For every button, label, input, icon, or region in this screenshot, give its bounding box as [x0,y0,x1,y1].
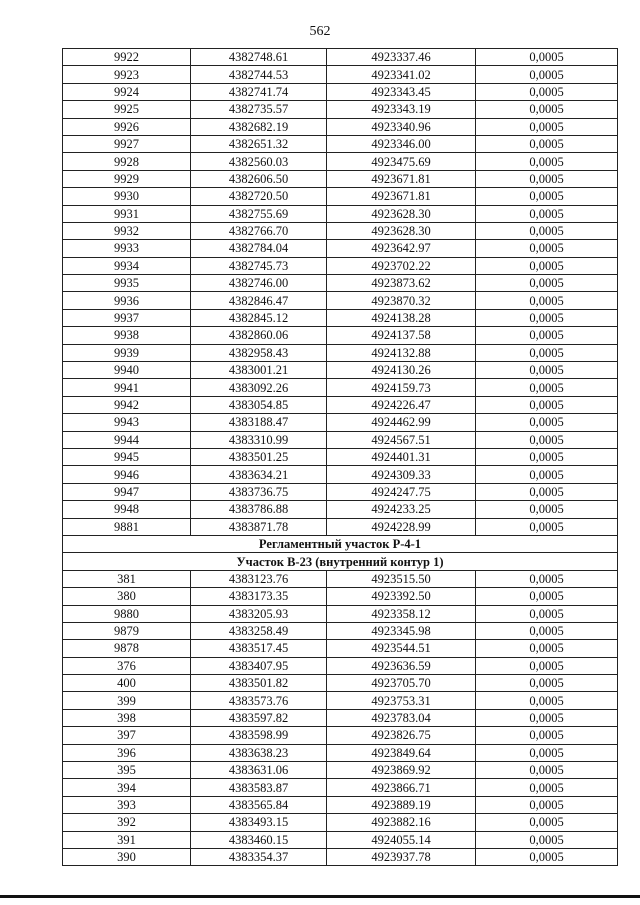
x-coordinate-cell: 4382748.61 [191,49,327,66]
y-coordinate-cell: 4923515.50 [327,570,476,587]
point-number-cell: 376 [63,657,191,674]
point-number-cell: 9879 [63,622,191,639]
point-number-cell: 9932 [63,222,191,239]
y-coordinate-cell: 4924132.88 [327,344,476,361]
y-coordinate-cell: 4924462.99 [327,414,476,431]
table-row [63,501,618,518]
x-coordinate-cell: 4382560.03 [191,153,327,170]
x-coordinate-cell: 4382651.32 [191,135,327,152]
point-number-cell: 9941 [63,379,191,396]
y-coordinate-cell: 4924138.28 [327,309,476,326]
table-row [63,83,618,100]
point-number-cell: 9881 [63,518,191,535]
point-number-cell: 9939 [63,344,191,361]
x-coordinate-cell: 4383573.76 [191,692,327,709]
table-row [63,796,618,813]
x-coordinate-cell: 4383597.82 [191,709,327,726]
y-coordinate-cell: 4923702.22 [327,257,476,274]
error-cell: 0,0005 [476,101,618,118]
error-cell: 0,0005 [476,275,618,292]
error-cell: 0,0005 [476,675,618,692]
y-coordinate-cell: 4924567.51 [327,431,476,448]
x-coordinate-cell: 4383205.93 [191,605,327,622]
error-cell: 0,0005 [476,640,618,657]
table-row [63,101,618,118]
point-number-cell: 9945 [63,448,191,465]
table-row [63,675,618,692]
table-row [63,466,618,483]
y-coordinate-cell: 4923870.32 [327,292,476,309]
x-coordinate-cell: 4383631.06 [191,762,327,779]
y-coordinate-cell: 4923341.02 [327,66,476,83]
x-coordinate-cell: 4382958.43 [191,344,327,361]
x-coordinate-cell: 4383517.45 [191,640,327,657]
error-cell: 0,0005 [476,831,618,848]
point-number-cell: 398 [63,709,191,726]
point-number-cell: 396 [63,744,191,761]
x-coordinate-cell: 4382735.57 [191,101,327,118]
x-coordinate-cell: 4383736.75 [191,483,327,500]
x-coordinate-cell: 4382860.06 [191,327,327,344]
point-number-cell: 9922 [63,49,191,66]
error-cell: 0,0005 [476,814,618,831]
x-coordinate-cell: 4383786.88 [191,501,327,518]
table-row [63,692,618,709]
y-coordinate-cell: 4923783.04 [327,709,476,726]
table-row [63,396,618,413]
error-cell: 0,0005 [476,205,618,222]
y-coordinate-cell: 4923636.59 [327,657,476,674]
x-coordinate-cell: 4383354.37 [191,848,327,865]
y-coordinate-cell: 4923753.31 [327,692,476,709]
table-row [63,414,618,431]
point-number-cell: 9937 [63,309,191,326]
error-cell: 0,0005 [476,692,618,709]
table-row [63,327,618,344]
x-coordinate-cell: 4383598.99 [191,727,327,744]
table-row [63,814,618,831]
point-number-cell: 9933 [63,240,191,257]
table-row [63,709,618,726]
y-coordinate-cell: 4923628.30 [327,222,476,239]
error-cell: 0,0005 [476,657,618,674]
point-number-cell: 391 [63,831,191,848]
y-coordinate-cell: 4923937.78 [327,848,476,865]
error-cell: 0,0005 [476,727,618,744]
point-number-cell: 392 [63,814,191,831]
x-coordinate-cell: 4383173.35 [191,588,327,605]
x-coordinate-cell: 4383001.21 [191,362,327,379]
table-row [63,744,618,761]
table-row [63,483,618,500]
x-coordinate-cell: 4383634.21 [191,466,327,483]
point-number-cell: 399 [63,692,191,709]
table-row [63,605,618,622]
point-number-cell: 380 [63,588,191,605]
point-number-cell: 400 [63,675,191,692]
point-number-cell: 9923 [63,66,191,83]
table-row [63,588,618,605]
y-coordinate-cell: 4923337.46 [327,49,476,66]
error-cell: 0,0005 [476,483,618,500]
table-row [63,831,618,848]
point-number-cell: 9930 [63,188,191,205]
table-row [63,240,618,257]
x-coordinate-cell: 4383565.84 [191,796,327,813]
x-coordinate-cell: 4382746.00 [191,275,327,292]
y-coordinate-cell: 4923343.19 [327,101,476,118]
x-coordinate-cell: 4383501.82 [191,675,327,692]
x-coordinate-cell: 4382766.70 [191,222,327,239]
point-number-cell: 397 [63,727,191,744]
table-row [63,640,618,657]
point-number-cell: 9942 [63,396,191,413]
error-cell: 0,0005 [476,779,618,796]
table-row [63,344,618,361]
point-number-cell: 9926 [63,118,191,135]
y-coordinate-cell: 4923346.00 [327,135,476,152]
x-coordinate-cell: 4383258.49 [191,622,327,639]
point-number-cell: 9943 [63,414,191,431]
table-row [63,570,618,587]
y-coordinate-cell: 4923340.96 [327,118,476,135]
x-coordinate-cell: 4383054.85 [191,396,327,413]
x-coordinate-cell: 4382846.47 [191,292,327,309]
subsection-title-row [63,553,618,570]
point-number-cell: 9946 [63,466,191,483]
y-coordinate-cell: 4923345.98 [327,622,476,639]
error-cell: 0,0005 [476,501,618,518]
error-cell: 0,0005 [476,118,618,135]
y-coordinate-cell: 4923343.45 [327,83,476,100]
error-cell: 0,0005 [476,396,618,413]
point-number-cell: 9948 [63,501,191,518]
point-number-cell: 9880 [63,605,191,622]
y-coordinate-cell: 4924055.14 [327,831,476,848]
point-number-cell: 9938 [63,327,191,344]
table-row [63,379,618,396]
error-cell: 0,0005 [476,848,618,865]
table-row [63,135,618,152]
table-row [63,362,618,379]
x-coordinate-cell: 4382745.73 [191,257,327,274]
error-cell: 0,0005 [476,796,618,813]
y-coordinate-cell: 4923882.16 [327,814,476,831]
point-number-cell: 9936 [63,292,191,309]
x-coordinate-cell: 4382682.19 [191,118,327,135]
error-cell: 0,0005 [476,292,618,309]
point-number-cell: 9924 [63,83,191,100]
y-coordinate-cell: 4923873.62 [327,275,476,292]
table-row [63,448,618,465]
point-number-cell: 390 [63,848,191,865]
table-section-a [63,49,618,536]
table-row [63,205,618,222]
y-coordinate-cell: 4924401.31 [327,448,476,465]
y-coordinate-cell: 4924233.25 [327,501,476,518]
point-number-cell: 381 [63,570,191,587]
y-coordinate-cell: 4924130.26 [327,362,476,379]
table-section-headers [63,535,618,570]
error-cell: 0,0005 [476,344,618,361]
y-coordinate-cell: 4924137.58 [327,327,476,344]
error-cell: 0,0005 [476,744,618,761]
error-cell: 0,0005 [476,362,618,379]
error-cell: 0,0005 [476,588,618,605]
coordinates-table [62,48,618,866]
table-row [63,657,618,674]
table-row [63,188,618,205]
error-cell: 0,0005 [476,605,618,622]
error-cell: 0,0005 [476,188,618,205]
x-coordinate-cell: 4383501.25 [191,448,327,465]
x-coordinate-cell: 4383123.76 [191,570,327,587]
point-number-cell: 9925 [63,101,191,118]
table-row [63,222,618,239]
x-coordinate-cell: 4382845.12 [191,309,327,326]
table-row [63,66,618,83]
point-number-cell: 9940 [63,362,191,379]
x-coordinate-cell: 4383407.95 [191,657,327,674]
error-cell: 0,0005 [476,379,618,396]
y-coordinate-cell: 4923358.12 [327,605,476,622]
point-number-cell: 9944 [63,431,191,448]
point-number-cell: 9927 [63,135,191,152]
x-coordinate-cell: 4382755.69 [191,205,327,222]
table-row [63,118,618,135]
error-cell: 0,0005 [476,709,618,726]
point-number-cell: 395 [63,762,191,779]
error-cell: 0,0005 [476,762,618,779]
x-coordinate-cell: 4383638.23 [191,744,327,761]
table-row [63,170,618,187]
error-cell: 0,0005 [476,309,618,326]
x-coordinate-cell: 4383188.47 [191,414,327,431]
error-cell: 0,0005 [476,431,618,448]
x-coordinate-cell: 4382606.50 [191,170,327,187]
y-coordinate-cell: 4923671.81 [327,170,476,187]
point-number-cell: 9931 [63,205,191,222]
error-cell: 0,0005 [476,170,618,187]
table-row [63,309,618,326]
y-coordinate-cell: 4924247.75 [327,483,476,500]
error-cell: 0,0005 [476,257,618,274]
x-coordinate-cell: 4383460.15 [191,831,327,848]
y-coordinate-cell: 4923392.50 [327,588,476,605]
error-cell: 0,0005 [476,518,618,535]
table-row [63,49,618,66]
x-coordinate-cell: 4382741.74 [191,83,327,100]
section-title: Регламентный участок Р-4-1 [63,535,618,552]
y-coordinate-cell: 4923869.92 [327,762,476,779]
error-cell: 0,0005 [476,222,618,239]
point-number-cell: 9929 [63,170,191,187]
section-title-row [63,535,618,552]
point-number-cell: 393 [63,796,191,813]
y-coordinate-cell: 4923849.64 [327,744,476,761]
y-coordinate-cell: 4923544.51 [327,640,476,657]
table-row [63,848,618,865]
x-coordinate-cell: 4382784.04 [191,240,327,257]
y-coordinate-cell: 4923642.97 [327,240,476,257]
table-row [63,431,618,448]
table-row [63,622,618,639]
point-number-cell: 9947 [63,483,191,500]
error-cell: 0,0005 [476,135,618,152]
y-coordinate-cell: 4923826.75 [327,727,476,744]
error-cell: 0,0005 [476,66,618,83]
error-cell: 0,0005 [476,622,618,639]
table-row [63,727,618,744]
point-number-cell: 394 [63,779,191,796]
error-cell: 0,0005 [476,240,618,257]
table-row [63,257,618,274]
error-cell: 0,0005 [476,49,618,66]
x-coordinate-cell: 4383871.78 [191,518,327,535]
table-row [63,762,618,779]
error-cell: 0,0005 [476,448,618,465]
x-coordinate-cell: 4383310.99 [191,431,327,448]
table-row [63,292,618,309]
y-coordinate-cell: 4924309.33 [327,466,476,483]
y-coordinate-cell: 4923705.70 [327,675,476,692]
table-section-b [63,570,618,866]
point-number-cell: 9878 [63,640,191,657]
x-coordinate-cell: 4382744.53 [191,66,327,83]
page-number: 562 [309,24,331,39]
error-cell: 0,0005 [476,570,618,587]
x-coordinate-cell: 4383092.26 [191,379,327,396]
y-coordinate-cell: 4923671.81 [327,188,476,205]
y-coordinate-cell: 4924159.73 [327,379,476,396]
point-number-cell: 9935 [63,275,191,292]
y-coordinate-cell: 4923475.69 [327,153,476,170]
error-cell: 0,0005 [476,466,618,483]
x-coordinate-cell: 4382720.50 [191,188,327,205]
table-row [63,518,618,535]
table-row [63,275,618,292]
y-coordinate-cell: 4924226.47 [327,396,476,413]
subsection-title: Участок В-23 (внутренний контур 1) [63,553,618,570]
y-coordinate-cell: 4923889.19 [327,796,476,813]
x-coordinate-cell: 4383493.15 [191,814,327,831]
table-row [63,779,618,796]
y-coordinate-cell: 4923866.71 [327,779,476,796]
x-coordinate-cell: 4383583.87 [191,779,327,796]
point-number-cell: 9928 [63,153,191,170]
point-number-cell: 9934 [63,257,191,274]
error-cell: 0,0005 [476,153,618,170]
error-cell: 0,0005 [476,83,618,100]
table-row [63,153,618,170]
bottom-rule [0,895,640,898]
error-cell: 0,0005 [476,327,618,344]
y-coordinate-cell: 4923628.30 [327,205,476,222]
y-coordinate-cell: 4924228.99 [327,518,476,535]
error-cell: 0,0005 [476,414,618,431]
